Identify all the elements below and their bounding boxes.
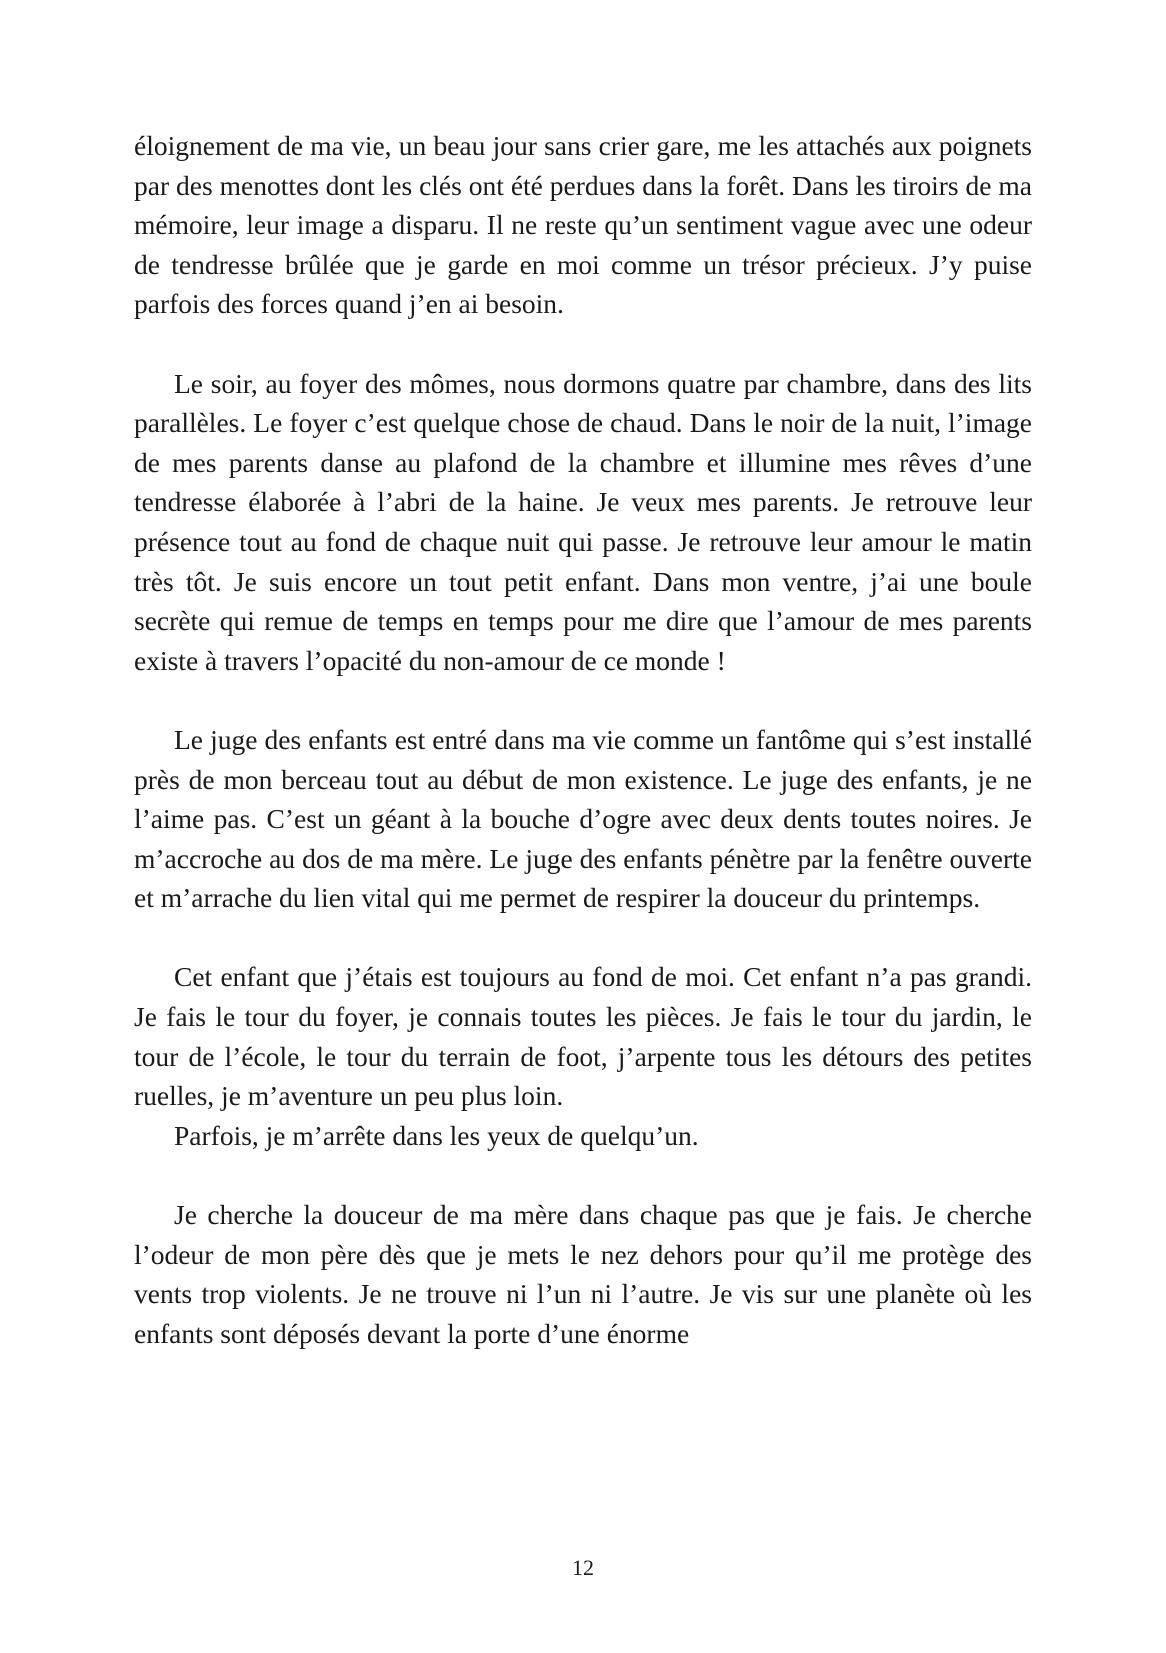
paragraph-3: Le juge des enfants est entré dans ma vie comme un fantôme qui s’est installé près de mon berceau tout au début de mon existence. Le juge des enfants, je ne l’aime pas. C’est un géant à la bouche d’ogre avec deux dents toutes noires. Je m’accroche au dos de ma mère. Le juge des enfants pénètre par la fenêtre ouverte et m’arrache du lien vital qui me permet de respirer la douceur du printemps. — [134, 723, 1032, 914]
page-number: 12 — [572, 1555, 594, 1580]
paragraph-4: Cet enfant que j’étais est toujours au fond de moi. Cet enfant n’a pas grandi. Je fais le tour du foyer, je connais toutes les pièces. Je fais le tour du jardin, le tour de l’école, le tour du terrain de foot, j’arpente tous les détours des petites ruelles, je m’aventure un peu plus loin. — [134, 961, 1032, 1112]
body-text — [134, 126, 1032, 1353]
paragraph-1: éloignement de ma vie, un beau jour sans crier gare, me les attachés aux poignets par des menottes dont les clés ont été perdues dans la forêt. Dans les tiroirs de ma mémoire, leur image a disparu. Il ne reste qu’un sentiment vague avec une odeur de tendresse brûlée que je garde en moi comme un trésor précieux. J’y puise parfois des forces quand j’en ai besoin. — [134, 130, 1032, 320]
paragraph-5: Parfois, je m’arrête dans les yeux de quelqu’un. — [174, 1119, 699, 1151]
paragraph-6: Je cherche la douceur de ma mère dans chaque pas que je fais. Je cherche l’odeur de mon père dès que je mets le nez dehors pour qu’il me protège des vents trop violents. Je ne trouve ni l’un ni l’autre. Je vis sur une planète où les enfants sont déposés devant la porte d’une énorme — [134, 1199, 1032, 1349]
paragraph-2: Le soir, au foyer des mômes, nous dormons quatre par chambre, dans des lits parallèles. Le foyer c’est quelque chose de chaud. Dans le noir de la nuit, l’image de mes parents danse au plafond de la chambre et illumine mes rêves d’une tendresse élaborée à l’abri de la haine. Je veux mes parents. Je retrouve leur présence tout au fond de chaque nuit qui passe. Je retrouve leur amour le matin très tôt. Je suis encore un tout petit enfant. Dans mon ventre, j’ai une boule secrète qui remue de temps en temps pour me dire que l’amour de mes parents existe à travers l’opacité du non-amour de ce monde ! — [134, 367, 1032, 676]
